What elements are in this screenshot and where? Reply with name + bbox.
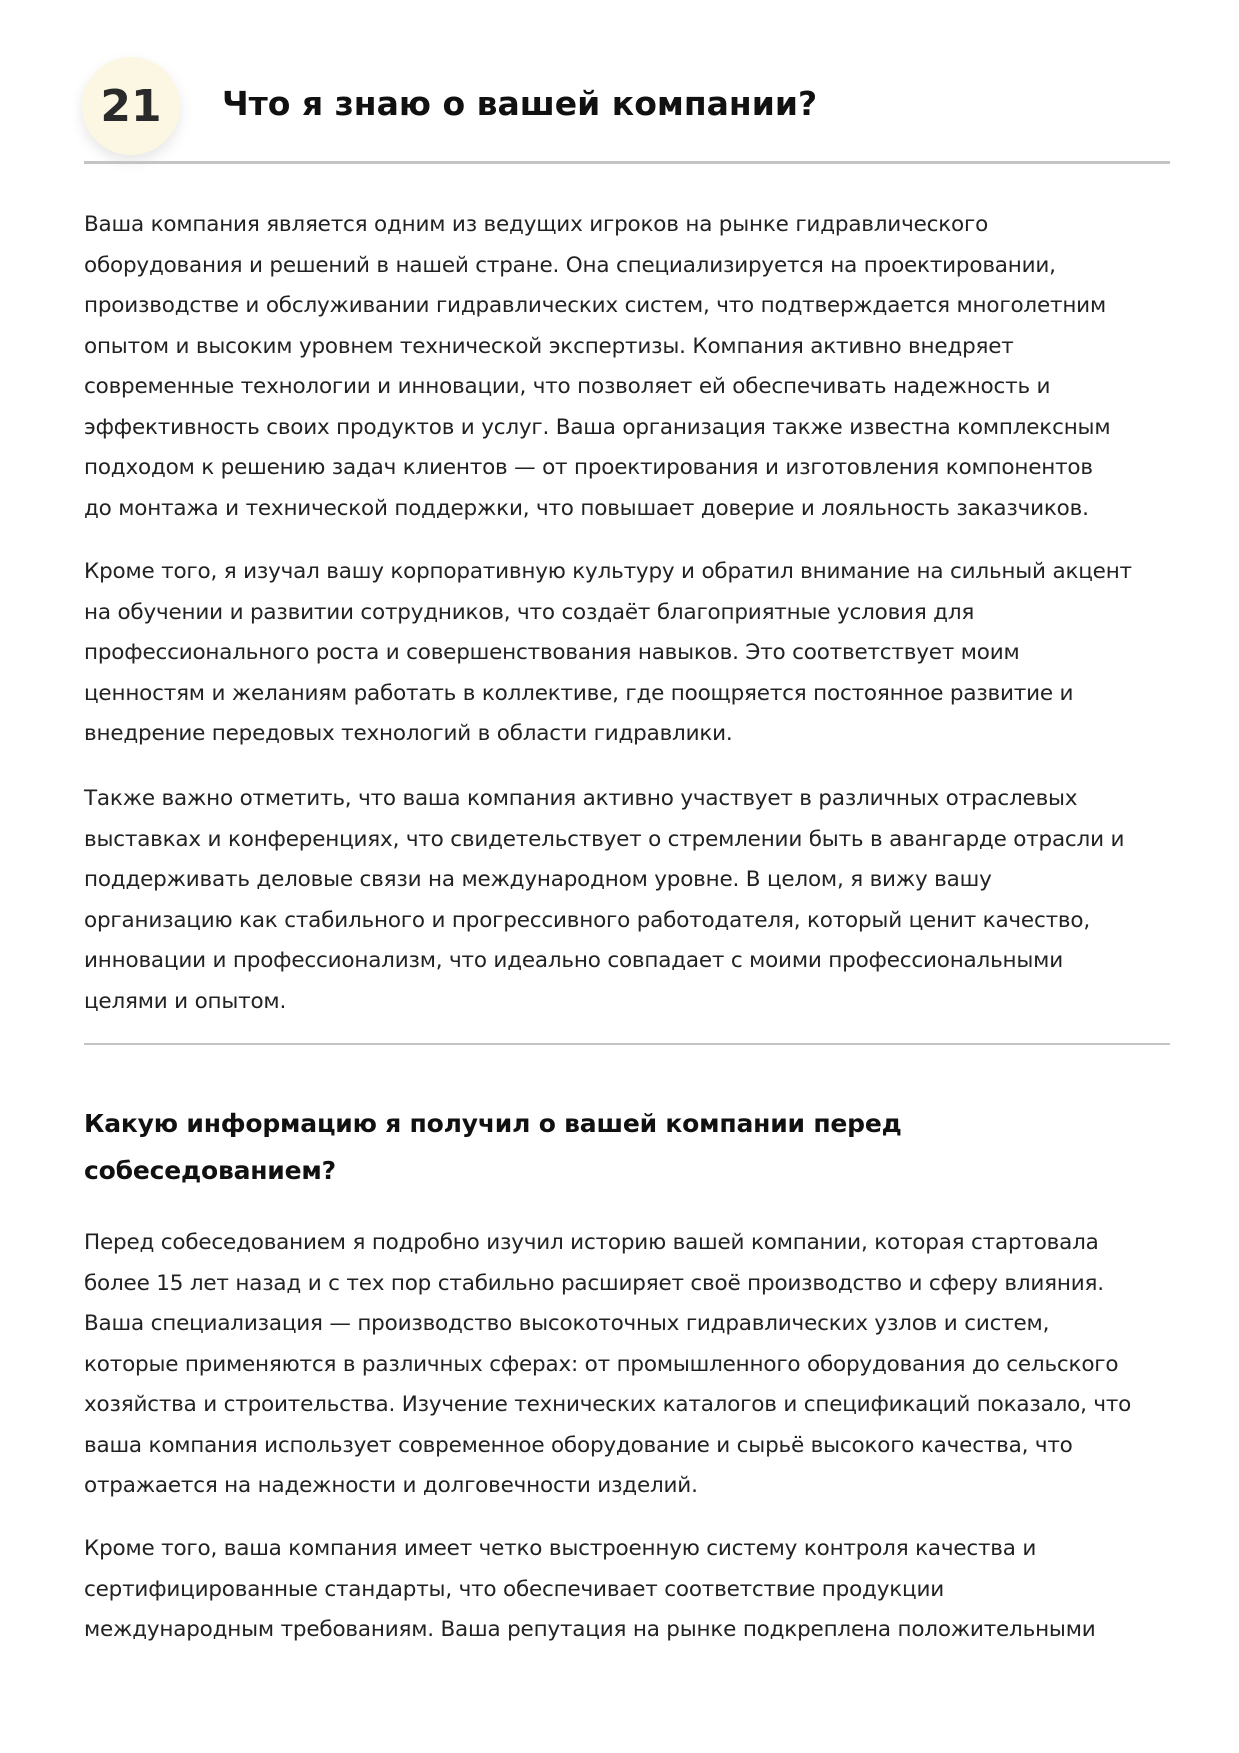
- text-line: опытом и высоким уровнем технической экспертизы. Компания активно внедряет: [84, 333, 1014, 359]
- text-line: организацию как стабильного и прогрессивного работодателя, который ценит качество,: [84, 907, 1090, 933]
- text-line: внедрение передовых технологий в области гидравлики.: [84, 721, 733, 746]
- text-line: целями и опытом.: [84, 988, 287, 1014]
- text-line: собеседованием?: [84, 1156, 336, 1185]
- paragraph: [84, 779, 1124, 1022]
- text-line: сертифицированные стандарты, что обеспечивает соответствие продукции: [84, 1576, 944, 1602]
- text-line: Кроме того, ваша компания имеет четко выстроенную систему контроля качества и: [84, 1536, 1037, 1561]
- paragraph: [84, 1223, 1131, 1507]
- divider: [84, 1043, 1170, 1045]
- text-line: ваша компания использует современное оборудование и сырьё высокого качества, что: [84, 1432, 1073, 1458]
- text-line: инновации и профессионализм, что идеально совпадает с моими профессиональными: [84, 948, 1063, 973]
- text-line: отражается на надежности и долговечности изделий.: [84, 1473, 698, 1498]
- text-line: поддерживать деловые связи на международном уровне. В целом, я вижу вашу: [84, 867, 992, 892]
- text-line: международным требованиям. Ваша репутация на рынке подкреплена положительными: [84, 1617, 1096, 1642]
- text-line: выставках и конференциях, что свидетельствует о стремлении быть в авангарде отрасли и: [84, 826, 1125, 852]
- text-line: Перед собеседованием я подробно изучил историю вашей компании, которая стартовала: [84, 1230, 1099, 1255]
- text-line: оборудования и решений в нашей стране. Она специализируется на проектировании,: [84, 252, 1056, 278]
- text-line: эффективность своих продуктов и услуг. Ваша организация также известна комплексным: [84, 414, 1111, 440]
- text-line: которые применяются в различных сферах: от промышленного оборудования до сельского: [84, 1351, 1119, 1377]
- divider: [84, 161, 1170, 164]
- text-line: Также важно отметить, что ваша компания активно участвует в различных отраслевых: [84, 786, 1078, 811]
- text-line: ценностям и желаниям работать в коллективе, где поощряется постоянное развитие и: [84, 680, 1074, 706]
- text-line: более 15 лет назад и с тех пор стабильно расширяет своё производство и сферу влияния.: [84, 1270, 1104, 1296]
- text-line: хозяйства и строительства. Изучение технических каталогов и спецификаций показало, что: [84, 1392, 1132, 1417]
- text-line: Какую информацию я получил о вашей компании перед: [84, 1109, 902, 1138]
- text-line: профессионального роста и совершенствования навыков. Это соответствует моим: [84, 640, 1020, 665]
- text-line: производстве и обслуживании гидравлических систем, что подтверждается многолетним: [84, 293, 1106, 318]
- text-line: современные технологии и инновации, что позволяет ей обеспечивать надежность и: [84, 374, 1051, 399]
- text-line: на обучении и развитии сотрудников, что создаёт благоприятные условия для: [84, 599, 975, 625]
- paragraph: [84, 205, 1110, 529]
- text-line: Кроме того, я изучал вашу корпоративную культуру и обратил внимание на сильный акцент: [84, 559, 1132, 584]
- paragraph: [84, 1529, 1096, 1651]
- subheading: [84, 1100, 902, 1194]
- text-line: подходом к решению задач клиентов — от проектирования и изготовления компонентов: [84, 455, 1093, 480]
- section-title: Что я знаю о вашей компании?: [222, 84, 818, 123]
- paragraph: [84, 552, 1132, 755]
- text-line: Ваша специализация — производство высокоточных гидравлических узлов и систем,: [84, 1311, 1050, 1336]
- text-line: Ваша компания является одним из ведущих игроков на рынке гидравлического: [84, 212, 989, 237]
- text-line: до монтажа и технической поддержки, что повышает доверие и лояльность заказчиков.: [84, 495, 1089, 521]
- section-number-badge: 21: [82, 57, 180, 155]
